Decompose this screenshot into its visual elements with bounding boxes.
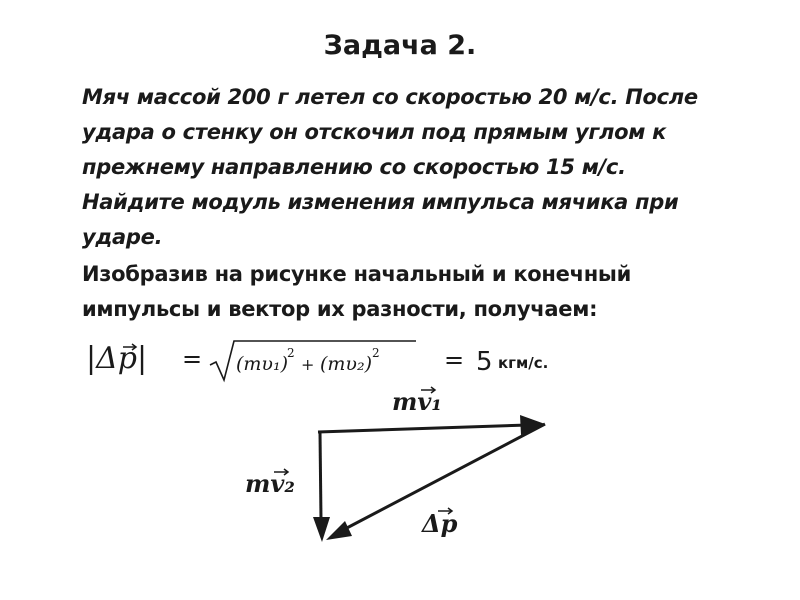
vector-diagram-graphic: [230, 380, 590, 560]
label-mv1: mv₁: [392, 387, 442, 416]
problem-line-3: прежнему направлению со скоростью 15 м/с.: [82, 155, 626, 179]
problem-line-2: удара о стенку он отскочил под прямым углом к: [82, 120, 667, 144]
formula-result-unit: кгм/с.: [498, 354, 549, 372]
solution-text: [82, 257, 762, 327]
problem-line-4: Найдите модуль изменения импульса мячика при: [82, 190, 679, 214]
vector-mv2-arrowhead: [313, 517, 330, 542]
problem-line-1: Мяч массой 200 г летел со скоростью 20 м/с. После: [82, 85, 698, 109]
problem-statement: [82, 80, 762, 255]
label-dp: Δp: [422, 509, 458, 538]
label-mv2: mv₂: [245, 469, 295, 498]
solution-line-2: импульсы и вектор их разности, получаем:: [82, 297, 598, 321]
vector-mv2-line: [320, 432, 321, 520]
formula-term-2: (mυ₂): [320, 353, 373, 375]
formula-exp-1: 2: [287, 346, 295, 360]
formula-equals-1: =: [182, 345, 203, 373]
vector-dp-arrowhead: [326, 521, 352, 540]
problem-line-5: ударе.: [82, 225, 163, 249]
formula-equals-2: =: [444, 346, 465, 374]
vector-diagram: [230, 380, 590, 560]
formula-graphic: [86, 335, 646, 385]
formula-plus: +: [301, 355, 315, 374]
formula-lhs: |Δp|: [86, 341, 148, 376]
formula-result-value: 5: [476, 347, 493, 377]
formula-term-1: (mυ₁): [236, 353, 289, 375]
formula-exp-2: 2: [372, 346, 380, 360]
vector-mv1-line: [318, 425, 528, 432]
solution-line-1: Изобразив на рисунке начальный и конечный: [82, 262, 632, 286]
momentum-formula: [86, 335, 646, 385]
page-title: Задача 2.: [323, 30, 477, 61]
